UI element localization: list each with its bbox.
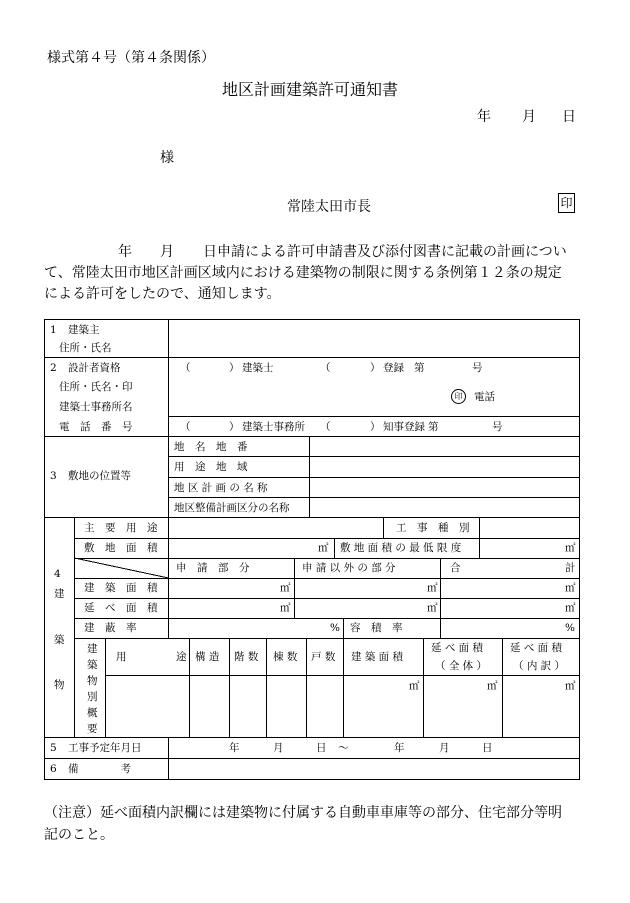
col-use-1: 用 (116, 651, 127, 663)
other-part-label: 申 請 以 外 の 部 分 (302, 562, 396, 574)
gaiyo-6: 要 (87, 723, 98, 735)
body-year: 年 (118, 244, 132, 260)
row2-sub2: 建築士事務所名 (59, 401, 133, 413)
gov-paren-close: ） (370, 421, 381, 433)
start-day: 日 (316, 742, 327, 754)
date-year: 年 (477, 109, 491, 125)
building-area-label: 建 築 面 積 (84, 582, 158, 594)
row3-item3: 地 区 計 画 の 名 称 (174, 482, 268, 494)
gaiyo-1: 建 (87, 643, 98, 655)
qual-paren-close: ） (229, 362, 240, 374)
col-floor-breakdown-sub: （ 内 訳 ） (513, 660, 566, 672)
gaiyo-5: 概 (87, 707, 98, 719)
floor-breakdown-unit: ㎡ (565, 680, 576, 692)
office-label: 建築士事務所 (242, 421, 305, 433)
date-month: 月 (522, 109, 536, 125)
col-floor-total: 延 べ 面 積 (431, 642, 484, 654)
gaiyo-4: 別 (87, 691, 98, 703)
seal-stamp: 印 (558, 193, 575, 213)
col-units: 戸 数 (311, 651, 336, 663)
end-month: 月 (439, 742, 450, 754)
min-site-area-unit: ㎡ (565, 542, 576, 554)
row2-sub1: 住所・氏名・印 (59, 381, 133, 393)
col-buildings: 棟 数 (273, 651, 298, 663)
gov-paren-open: （ (320, 421, 331, 433)
issuer-name: 常陸太田市長 (287, 199, 371, 215)
row3-item2: 用 途 地 域 (174, 461, 248, 473)
gov-dai: 第 (428, 421, 439, 433)
fa-unit-1: ㎡ (280, 602, 291, 614)
coverage-unit: % (330, 622, 340, 634)
row4-vert-2: 築 (54, 634, 65, 646)
row4-vert-1: 建 (54, 588, 65, 600)
reg-paren-close: ） (370, 362, 381, 374)
office-paren-open: （ (180, 421, 191, 433)
end-day: 日 (482, 742, 493, 754)
gov-go: 号 (492, 421, 503, 433)
col-use-2: 途 (176, 651, 187, 663)
row6-num: 6 (50, 763, 57, 775)
form-number: 様式第４号（第４条関係） (47, 50, 215, 66)
ba-unit-1: ㎡ (280, 582, 291, 594)
row3-label: 敷地の位置等 (68, 470, 131, 482)
row1-num: 1 (50, 324, 57, 336)
total-label-a: 合 (450, 562, 461, 574)
note-line-1: （注意）延べ面積内訳欄には建築物に付属する自動車車庫等の部分、住宅部分等明 (44, 805, 562, 821)
col-floor-total-sub: （ 全 体 ） (435, 660, 488, 672)
body-text-3: による許可をしたので、通知します。 (44, 286, 281, 302)
site-area-unit: ㎡ (318, 542, 329, 554)
coverage-label: 建 蔽 率 (84, 622, 137, 634)
min-site-area-label: 敷 地 面 積 の 最 低 限 度 (340, 542, 462, 554)
row3-num: 3 (50, 470, 57, 482)
work-type-label: 工 事 種 別 (396, 522, 470, 534)
start-year: 年 (229, 742, 240, 754)
office-paren-close: ） (229, 421, 240, 433)
fa-unit-2: ㎡ (427, 602, 438, 614)
reg-label: 登録 (383, 362, 404, 374)
row5-label: 工事予定年月日 (68, 742, 142, 754)
owner-input[interactable] (169, 319, 580, 357)
reg-dai: 第 (414, 362, 425, 374)
body-month: 月 (160, 244, 174, 260)
addressee-suffix: 様 (160, 150, 174, 166)
body-text-1: 日申請による許可申請書及び添付図書に記載の計画につい (203, 244, 567, 260)
row6-label: 備 考 (68, 763, 131, 775)
designer-seal-icon: 印 (451, 389, 466, 404)
ba-unit-3: ㎡ (565, 582, 576, 594)
row1-label: 建築主 (68, 324, 100, 336)
gaiyo-3: 物 (87, 675, 98, 687)
qual-architect: 建築士 (242, 362, 274, 374)
ba-unit-2: ㎡ (427, 582, 438, 594)
page-title: 地区計画建築許可通知書 (222, 80, 399, 99)
far-label: 容 積 率 (350, 622, 403, 634)
note-line-2: 記のこと。 (44, 827, 114, 843)
floor-area-label: 延 べ 面 積 (84, 602, 158, 614)
gov-reg-label: 知事登録 (383, 421, 425, 433)
phone-label: 電話 (474, 391, 495, 403)
reg-go: 号 (472, 362, 483, 374)
row2-num: 2 (50, 362, 57, 374)
row4-num: 4 (54, 568, 61, 580)
row3-item4: 地区整備計画区分の名称 (174, 502, 290, 514)
fa-unit-3: ㎡ (565, 602, 576, 614)
reg-paren-open: （ (320, 362, 331, 374)
row2-sub3: 電 話 番 号 (59, 421, 133, 433)
date-tilde: ～ (338, 742, 349, 754)
col-floors: 階 数 (234, 651, 259, 663)
col-floor-breakdown: 延 べ 面 積 (510, 642, 563, 654)
main-use-label: 主 要 用 途 (84, 522, 158, 534)
end-year: 年 (394, 742, 405, 754)
body-text-2: て、常陸太田市地区計画区域内における建築物の制限に関する条例第１２条の規定 (44, 265, 562, 281)
applied-part-label: 申 請 部 分 (176, 562, 250, 574)
row2-label: 設計者資格 (68, 362, 121, 374)
far-unit: % (565, 622, 575, 634)
row5-num: 5 (50, 742, 57, 754)
bldg-area-unit: ㎡ (409, 680, 420, 692)
row1-sub: 住所・氏名 (59, 342, 112, 354)
col-structure: 構 造 (195, 651, 220, 663)
site-area-label: 敷 地 面 積 (84, 542, 158, 554)
row3-item1: 地 名 地 番 (174, 441, 248, 453)
gaiyo-2: 築 (87, 659, 98, 671)
start-month: 月 (273, 742, 284, 754)
col-building-area: 建 築 面 積 (351, 651, 404, 663)
qual-paren-open: （ (180, 362, 191, 374)
row4-vert-3: 物 (54, 679, 65, 691)
total-label-b: 計 (565, 562, 576, 574)
date-day: 日 (562, 109, 576, 125)
floor-total-unit: ㎡ (487, 680, 498, 692)
